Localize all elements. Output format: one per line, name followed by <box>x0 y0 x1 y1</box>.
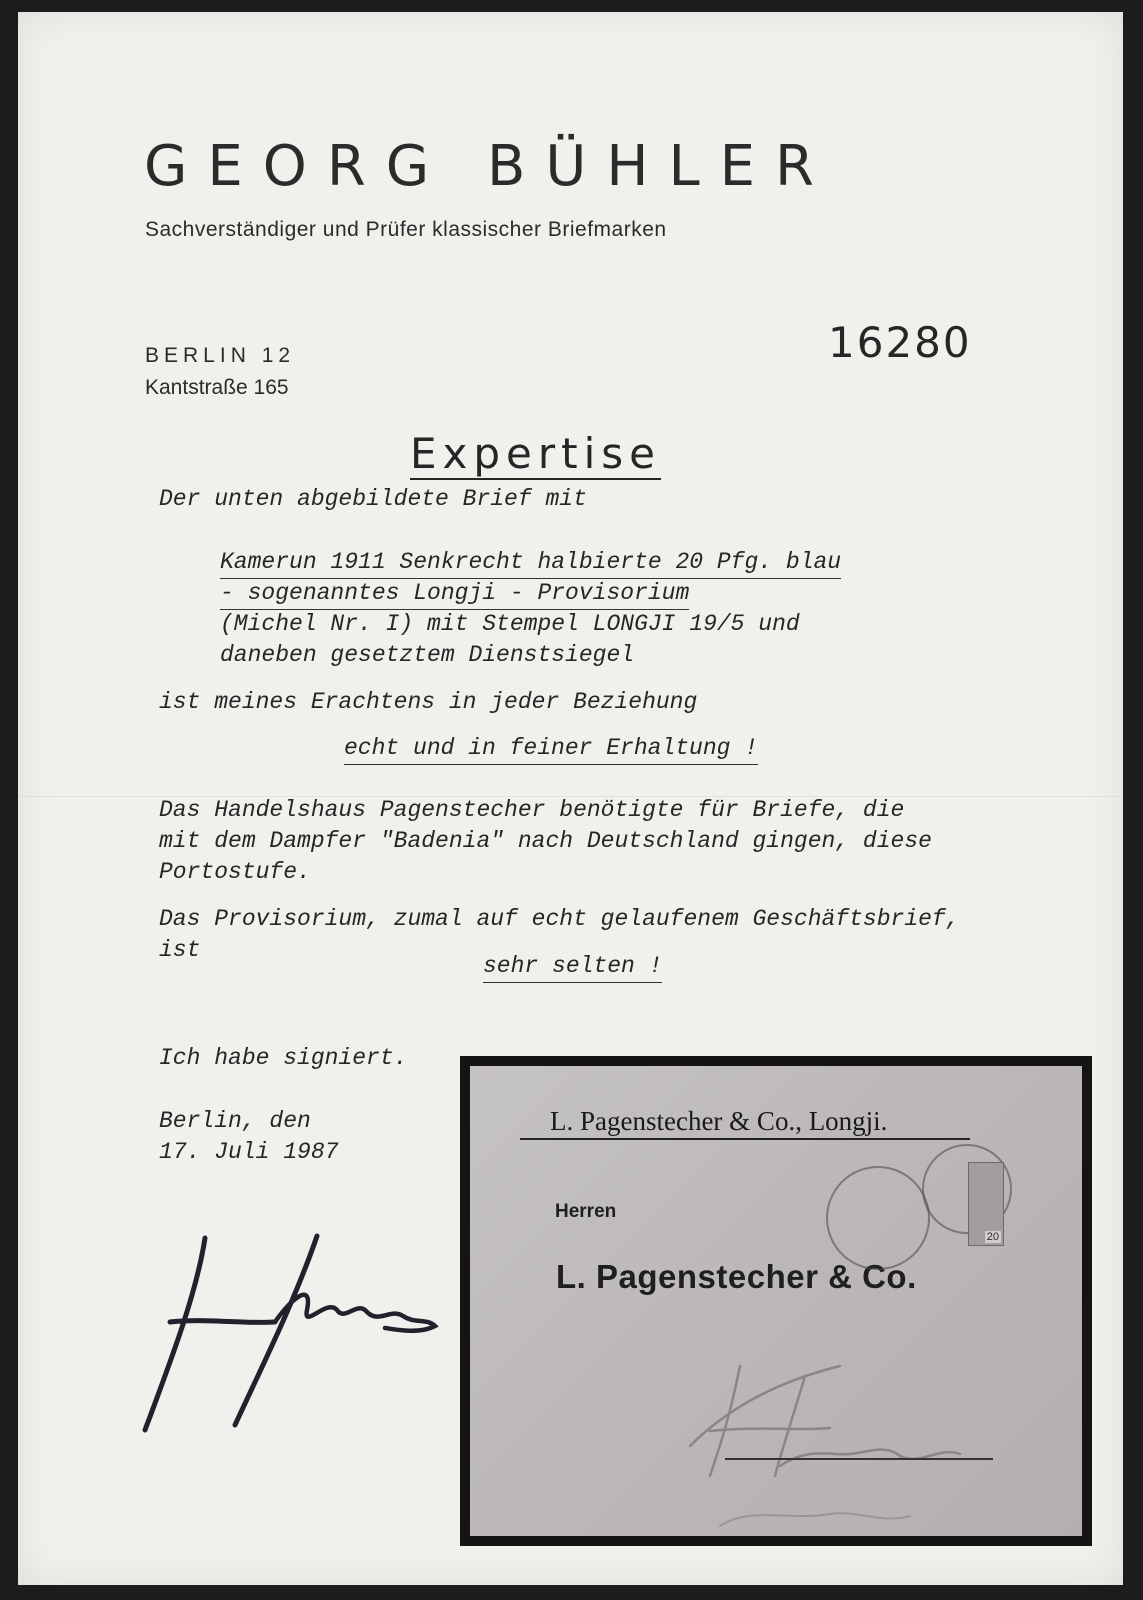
closing-place: Berlin, den <box>159 1108 311 1134</box>
note-1-line-2: mit dem Dampfer "Badenia" nach Deutschland gingen, diese <box>159 828 932 854</box>
item-line-3: (Michel Nr. I) mit Stempel LONGJI 19/5 und <box>220 611 800 637</box>
closing-date: 17. Juli 1987 <box>159 1139 339 1165</box>
rarity-text: sehr selten ! <box>483 951 662 983</box>
envelope-sender: L. Pagenstecher & Co., Longji. <box>550 1106 888 1136</box>
signed-text: Ich habe signiert. <box>159 1045 408 1071</box>
signature-graphic <box>135 1230 445 1440</box>
note-2-line-1: Das Provisorium, zumal auf echt gelaufenem Geschäftsbrief, <box>159 906 960 932</box>
envelope-image <box>470 1066 1082 1536</box>
handwritten-address-graphic <box>680 1336 1010 1536</box>
stamp-icon <box>968 1162 1004 1246</box>
address-underline <box>725 1458 993 1460</box>
verdict-text: echt und in feiner Erhaltung ! <box>344 733 758 765</box>
envelope-salutation: Herren <box>555 1201 617 1222</box>
item-line-4: daneben gesetztem Dienstsiegel <box>220 642 635 668</box>
note-1-line-3: Portostufe. <box>159 859 311 885</box>
document-title: Expertise <box>410 429 662 478</box>
cover-photograph <box>460 1056 1092 1546</box>
sender-underline <box>520 1138 970 1140</box>
note-1-line-1: Das Handelshaus Pagenstecher benötigte für Briefe, die <box>159 797 905 823</box>
item-line-2: - sogenanntes Longji - Provisorium <box>220 578 689 610</box>
letterhead-street: Kantstraße 165 <box>145 376 289 399</box>
note-2-line-2: ist <box>159 937 201 963</box>
opinion-text: ist meines Erachtens in jeder Beziehung <box>159 689 698 715</box>
letterhead-city: BERLIN 12 <box>145 344 296 367</box>
postmark-cancel <box>826 1166 930 1270</box>
envelope-addressee: L. Pagenstecher & Co. <box>556 1258 917 1295</box>
letterhead-name: GEORG BÜHLER <box>144 134 834 199</box>
item-line-1: Kamerun 1911 Senkrecht halbierte 20 Pfg. blau <box>220 547 841 579</box>
certificate-number: 16280 <box>828 318 972 367</box>
intro-text: Der unten abgebildete Brief mit <box>159 486 587 512</box>
stamp-value: 20 <box>986 1231 999 1243</box>
letterhead-subtitle: Sachverständiger und Prüfer klassischer Briefmarken <box>145 218 667 241</box>
